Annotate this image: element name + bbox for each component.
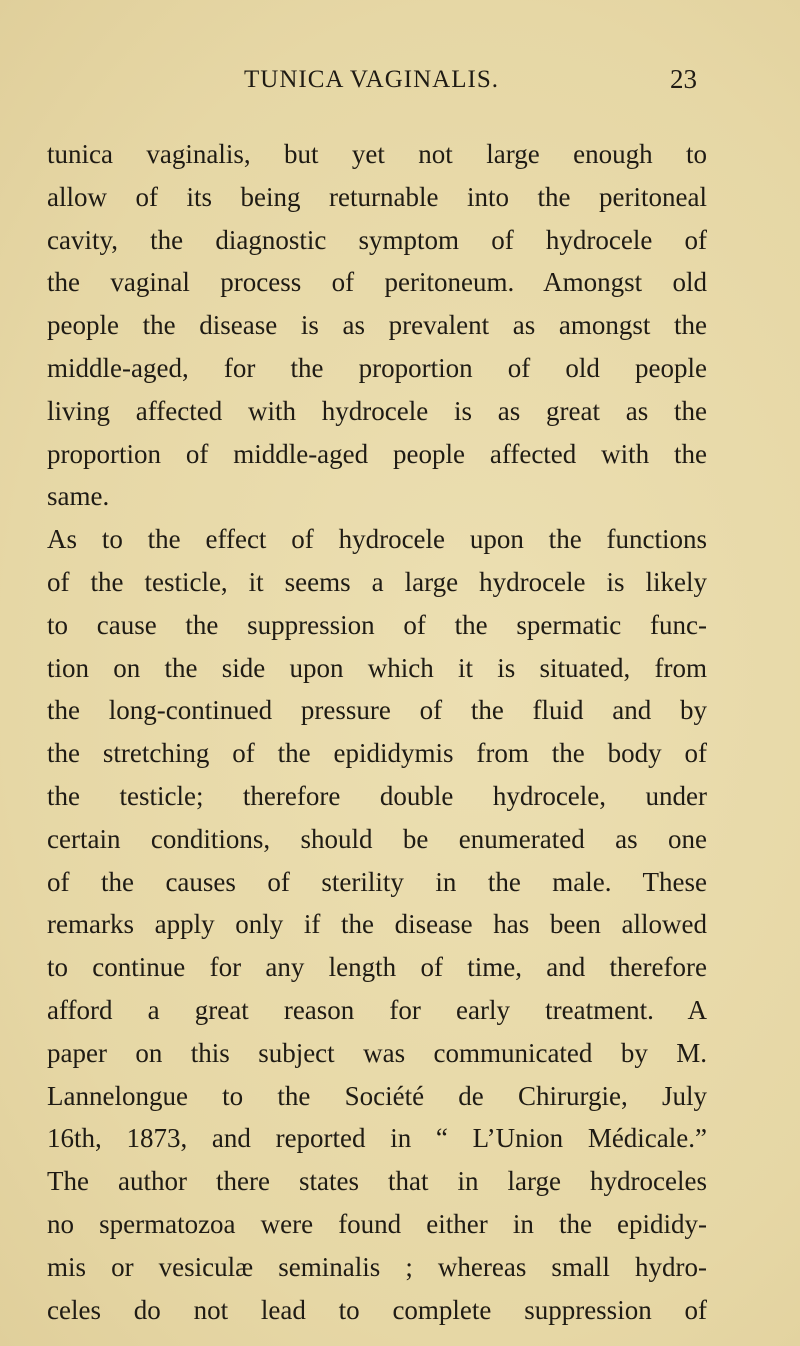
text-line: the vaginal process of peritoneum. Amongst old: [47, 267, 707, 298]
text-line: middle-aged, for the proportion of old people: [47, 352, 707, 383]
running-title: TUNICA VAGINALIS.: [244, 66, 499, 93]
text-line: no spermatozoa were found either in the epididy-: [47, 1208, 707, 1239]
text-line: the testicle; therefore double hydrocele, under: [47, 780, 707, 811]
text-line: Lannelongue to the Société de Chirurgie, July: [47, 1080, 707, 1111]
text-line: As to the effect of hydrocele upon the functions: [47, 524, 707, 555]
text-line: people the disease is as prevalent as amongst the: [47, 310, 707, 341]
text-line: the long-continued pressure of the fluid and by: [47, 695, 707, 726]
text-line: tunica vaginalis, but yet not large enough to: [47, 139, 707, 169]
text-line: of the causes of sterility in the male. These: [47, 866, 707, 897]
text-line: mis or vesiculæ seminalis ; whereas small hydro-: [47, 1251, 707, 1282]
text-line: same.: [47, 481, 110, 512]
text-line: to continue for any length of time, and therefore: [47, 952, 707, 983]
text-line: The author there states that in large hydroceles: [47, 1166, 707, 1197]
body-text: [47, 133, 707, 1331]
text-line: tion on the side upon which it is situated, from: [47, 652, 707, 683]
text-line: certain conditions, should be enumerated as one: [47, 823, 707, 854]
text-line: celes do not lead to complete suppression of: [47, 1294, 707, 1325]
text-line: 16th, 1873, and reported in “ L’Union Médicale.”: [47, 1123, 707, 1154]
text-line: cavity, the diagnostic symptom of hydrocele of: [47, 224, 707, 255]
text-line: to cause the suppression of the spermatic func-: [47, 609, 707, 640]
text-line: proportion of middle-aged people affected with the: [47, 438, 707, 469]
text-line: afford a great reason for early treatment. A: [47, 994, 707, 1025]
text-line: living affected with hydrocele is as great as the: [47, 395, 707, 426]
text-line: remarks apply only if the disease has been allowed: [47, 909, 707, 940]
text-line: allow of its being returnable into the peritoneal: [47, 181, 707, 212]
text-line: paper on this subject was communicated by M.: [47, 1037, 707, 1068]
text-line: the stretching of the epididymis from the body of: [47, 738, 707, 769]
running-header: [0, 66, 800, 100]
page-number: 23: [670, 64, 697, 94]
text-line: of the testicle, it seems a large hydrocele is likely: [47, 566, 707, 597]
